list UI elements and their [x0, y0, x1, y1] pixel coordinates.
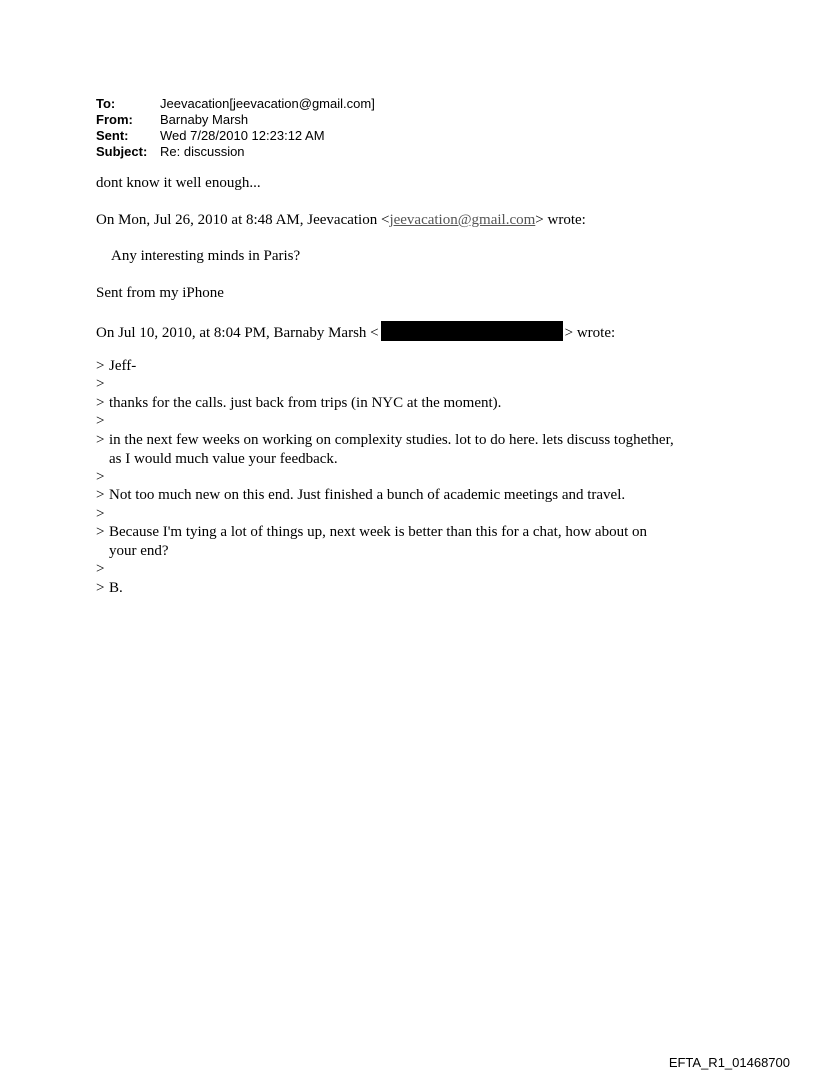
attribution-1-prefix: On Mon, Jul 26, 2010 at 8:48 AM, Jeevacation < — [96, 212, 390, 228]
quote-text: thanks for the calls. just back from trips (in NYC at the moment). — [109, 395, 502, 411]
email-header — [96, 96, 375, 160]
quote-line — [96, 375, 736, 393]
quote-marker: > — [96, 580, 105, 596]
from-label: From: — [96, 112, 133, 127]
attribution-2-suffix: > wrote: — [564, 325, 616, 341]
header-to-row — [96, 96, 375, 112]
quote-line — [96, 579, 736, 597]
signature-text: Sent from my iPhone — [96, 285, 224, 301]
quote-marker: > — [96, 413, 105, 429]
attribution-2 — [96, 321, 736, 342]
quote-marker: > — [96, 358, 105, 374]
quote-line — [96, 431, 736, 449]
sent-label: Sent: — [96, 128, 129, 143]
quote-marker: > — [96, 432, 105, 448]
quote-marker: > — [96, 487, 105, 503]
subject-value: Re: discussion — [160, 144, 245, 159]
quote-marker: > — [96, 395, 105, 411]
header-subject-row — [96, 144, 375, 160]
header-sent-row — [96, 128, 375, 144]
subject-label: Subject: — [96, 144, 148, 159]
quote-line — [96, 394, 736, 412]
header-from-row — [96, 112, 375, 128]
quote-text: Jeff- — [109, 358, 137, 374]
quote-line — [96, 560, 736, 578]
quote-marker: > — [96, 376, 105, 392]
quoted-question: Any interesting minds in Paris? — [111, 248, 301, 264]
reply-text: dont know it well enough... — [96, 175, 261, 191]
quote-line — [96, 412, 736, 430]
quote-text: Because I'm tying a lot of things up, next week is better than this for a chat, how about on — [109, 524, 647, 540]
quote-text: in the next few weeks on working on complexity studies. lot to do here. lets discuss toghether, — [109, 432, 674, 448]
quote-text: B. — [109, 580, 123, 596]
attribution-2-prefix: On Jul 10, 2010, at 8:04 PM, Barnaby Marsh < — [96, 325, 379, 341]
quote-text: Not too much new on this end. Just finished a bunch of academic meetings and travel. — [109, 487, 626, 503]
email-link[interactable]: jeevacation@gmail.com — [389, 212, 536, 228]
quote-line — [96, 468, 736, 486]
quote-marker: > — [96, 469, 105, 485]
quote-continuation: your end? — [109, 543, 169, 559]
sent-value: Wed 7/28/2010 12:23:12 AM — [160, 128, 325, 143]
quote-marker: > — [96, 561, 105, 577]
from-value: Barnaby Marsh — [160, 112, 249, 127]
quote-continuation: as I would much value your feedback. — [109, 451, 338, 467]
to-label: To: — [96, 96, 116, 111]
quote-marker: > — [96, 506, 105, 522]
to-value: Jeevacation[jeevacation@gmail.com] — [160, 96, 375, 111]
quote-line — [96, 357, 736, 375]
attribution-1-suffix: > wrote: — [535, 212, 586, 228]
quote-line — [96, 486, 736, 504]
redaction-block — [381, 321, 563, 341]
document-id: EFTA_R1_01468700 — [668, 1055, 790, 1070]
quote-line — [96, 523, 736, 541]
attribution-1 — [96, 211, 736, 229]
quote-line — [96, 505, 736, 523]
quote-marker: > — [96, 524, 105, 540]
